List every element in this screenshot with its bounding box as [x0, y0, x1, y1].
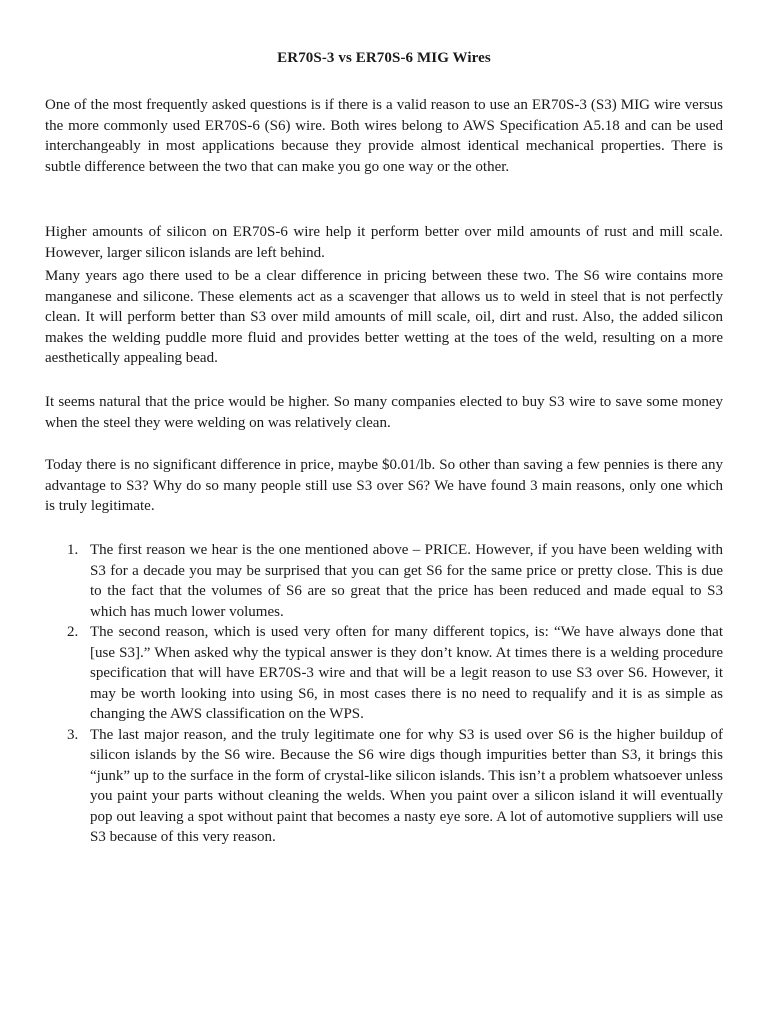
paragraph-intro: One of the most frequently asked questions is if there is a valid reason to use an ER70S-3 (S3) MIG wire versus the more commonly used ER70S-6 (S6) wire. Both wires belong to AWS Specification A5.18 and can be used interchangeably in most applications because they provide almost identical mechanical properties. There is subtle difference between the two that can make you go one way or the other.: [45, 97, 723, 175]
reasons-list: [45, 540, 723, 848]
list-item-number: 2.: [67, 624, 79, 640]
list-item-text: The last major reason, and the truly legitimate one for why S3 is used over S6 is the higher buildup of silicon islands by the S6 wire. Because the S6 wire digs though impurities better than S3, it brings this “junk” up to the surface in the form of crystal-like silicon islands. This isn’t a problem whatsoever unless you paint your parts without cleaning the welds. When you paint over a silicon island it will eventually pop out leaving a spot without paint that becomes a nasty eye sore. A lot of automotive suppliers will use S3 because of this very reason.: [90, 726, 723, 845]
list-item-text: The second reason, which is used very often for many different topics, is: “We have always done that [use S3].” When asked why the typical answer is they don’t know. At times there is a welding procedure specification that will have ER70S-3 wire and that will be a legit reason to use S3 over S6. However, it may be worth looking into using S6, in most cases there is no need to requalify and it is as simple as changing the AWS classification on the WPS.: [90, 624, 723, 722]
paragraph-today: Today there is no significant difference in price, maybe $0.01/lb. So other than saving a few pennies is there any advantage to S3? Why do so many people still use S3 over S6? We have found 3 main reasons, only one which is truly legitimate.: [45, 457, 723, 514]
paragraph-pricing-history: Many years ago there used to be a clear difference in pricing between these two. The S6 wire contains more manganese and silicone. These elements act as a scavenger that allows us to weld in steel that is not perfectly clean. It will perform better than S3 over mild amounts of mill scale, oil, dirt and rust. Also, the added silicon makes the welding puddle more fluid and provides better wetting at the toes of the weld, resulting on a more aesthetically appealing bead.: [45, 268, 723, 366]
list-item: [45, 622, 723, 725]
list-item-text: The first reason we hear is the one mentioned above – PRICE. However, if you have been welding with S3 for a decade you may be surprised that you can get S6 for the same price or pretty close. This is due to the fact that the volumes of S6 are so great that the price has been reduced and made equal to S3 which has much lower volumes.: [90, 542, 723, 620]
paragraph-price-natural: It seems natural that the price would be higher. So many companies elected to buy S3 wire to save some money when the steel they were welding on was relatively clean.: [45, 394, 723, 431]
document-title: ER70S-3 vs ER70S-6 MIG Wires: [277, 50, 491, 66]
list-item-number: 3.: [67, 726, 79, 743]
paragraph-silicon: Higher amounts of silicon on ER70S-6 wire help it perform better over mild amounts of rust and mill scale. However, larger silicon islands are left behind.: [45, 224, 723, 261]
list-item: [45, 540, 723, 622]
list-item: [45, 725, 723, 848]
list-item-number: 1.: [67, 542, 79, 558]
